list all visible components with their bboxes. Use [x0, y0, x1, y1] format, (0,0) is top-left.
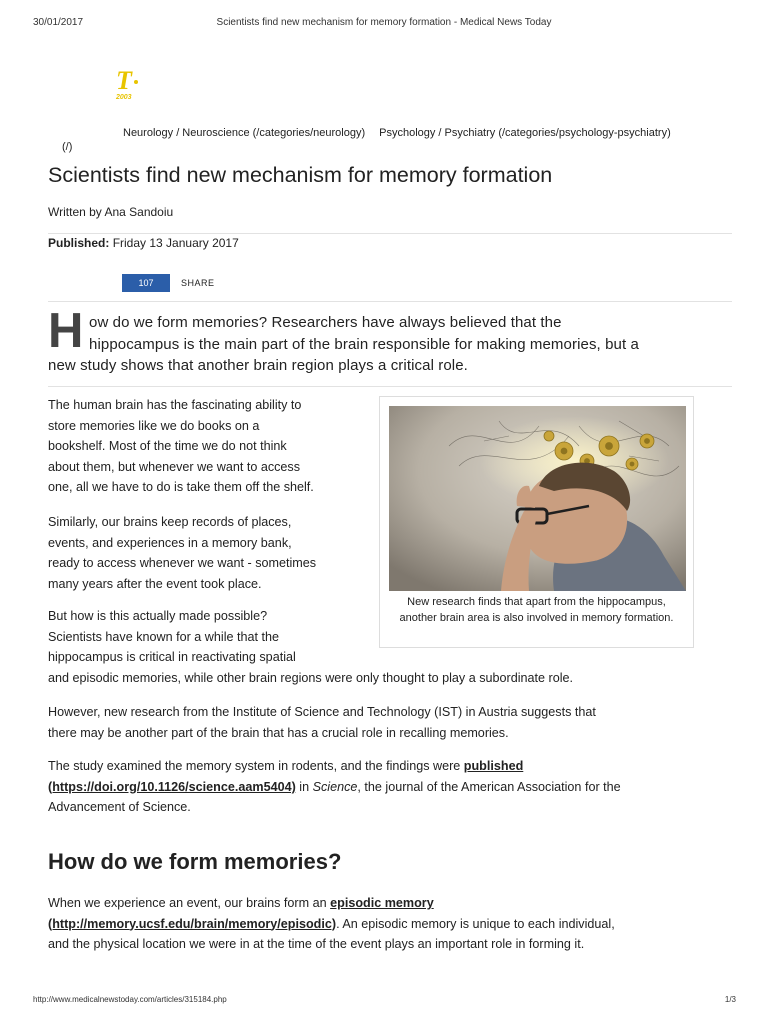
share-label[interactable]: SHARE	[181, 278, 215, 288]
divider	[48, 233, 732, 234]
lead-line: hippocampus is the main part of the brain responsible for making memories, but a	[89, 335, 639, 353]
lead-line: new study shows that another brain region plays a critical role.	[48, 357, 468, 374]
site-logo[interactable]	[108, 66, 148, 106]
text-span: When we experience an event, our brains form an	[48, 896, 331, 910]
journal-name: Science	[312, 779, 358, 794]
print-page-number: 1/3	[724, 995, 736, 1004]
home-link[interactable]: (/)	[62, 141, 73, 153]
text-line: and episodic memories, while other brain regions were only thought to play a subordinate role.	[48, 670, 574, 685]
text-line: many years after the event took place.	[48, 576, 262, 591]
text-span: The study examined the memory system in rodents, and the findings were	[48, 759, 464, 773]
figure-caption: New research finds that apart from the hippocampus, another brain area is also involved in memory formation.	[399, 596, 674, 624]
text-line	[48, 893, 615, 914]
text-line: However, new research from the Institute of Science and Technology (IST) in Austria suggests that	[48, 705, 596, 719]
text-line: Scientists have known for a while that the	[48, 629, 280, 644]
text-line	[48, 777, 621, 798]
text-line: Similarly, our brains keep records of places,	[48, 515, 292, 529]
text-line: and the physical location we were in at the time of the event plays an important role in forming it.	[48, 937, 585, 951]
text-line: The human brain has the fascinating ability to	[48, 398, 302, 412]
print-url: http://www.medicalnewstoday.com/articles/315184.php	[33, 995, 227, 1004]
text-line	[48, 756, 621, 777]
text-line: one, all we have to do is take them off the shelf.	[48, 480, 314, 494]
section-heading: How do we form memories?	[48, 849, 342, 874]
article-figure	[379, 396, 694, 648]
text-line: ready to access whenever we want - sometimes	[48, 556, 317, 570]
lead-paragraph	[48, 312, 732, 377]
divider	[48, 386, 732, 387]
article-author: Written by Ana Sandoiu	[48, 205, 174, 219]
text-span: , the journal of the American Association for the	[357, 779, 621, 794]
text-span: . An episodic memory is unique to each individual,	[336, 916, 615, 931]
published-date: Friday 13 January 2017	[112, 236, 239, 250]
category-link-psychology[interactable]: Psychology / Psychiatry (/categories/psychology-psychiatry)	[379, 127, 671, 139]
man-thinking-gears-image	[389, 406, 686, 591]
paragraph	[48, 893, 615, 955]
print-date: 30/01/2017	[33, 17, 84, 28]
ucsf-link[interactable]: (http://memory.ucsf.edu/brain/memory/episodic)	[48, 916, 337, 931]
paragraph	[48, 756, 621, 818]
text-line: there may be another part of the brain that has a crucial role in recalling memories.	[48, 725, 509, 740]
drop-cap: H	[48, 304, 84, 358]
print-doc-title: Scientists find new mechanism for memory formation - Medical News Today	[216, 17, 552, 28]
text-line: Advancement of Science.	[48, 800, 191, 814]
published-line	[48, 236, 239, 250]
article-title: Scientists find new mechanism for memory formation	[48, 163, 553, 187]
logo-year: 2003	[116, 94, 132, 101]
text-line: hippocampus is critical in reactivating spatial	[48, 650, 296, 664]
divider	[48, 301, 732, 302]
text-line: bookshelf. Most of the time we do not think	[48, 439, 287, 453]
doi-link[interactable]: (https://doi.org/10.1126/science.aam5404)	[48, 779, 296, 794]
text-line: about them, but whenever we want to access	[48, 459, 301, 474]
text-span: in	[295, 779, 313, 794]
episodic-memory-link[interactable]: episodic memory	[330, 896, 434, 910]
published-label: Published:	[48, 236, 110, 250]
published-link[interactable]: published	[463, 759, 524, 773]
paragraph	[48, 702, 596, 743]
paragraph	[48, 512, 316, 594]
category-link-neurology[interactable]: Neurology / Neuroscience (/categories/neurology)	[123, 127, 366, 139]
share-count-button[interactable]: 107	[122, 274, 170, 292]
text-line: store memories like we do books on a	[48, 418, 260, 433]
paragraph	[48, 395, 314, 498]
logo-dot	[134, 80, 138, 84]
logo-letter: T	[116, 66, 132, 95]
lead-line: ow do we form memories? Researchers have always believed that the	[89, 314, 562, 331]
text-line: But how is this actually made possible?	[48, 609, 268, 623]
text-line	[48, 914, 615, 935]
category-links	[123, 127, 671, 139]
text-line: events, and experiences in a memory bank,	[48, 535, 292, 550]
